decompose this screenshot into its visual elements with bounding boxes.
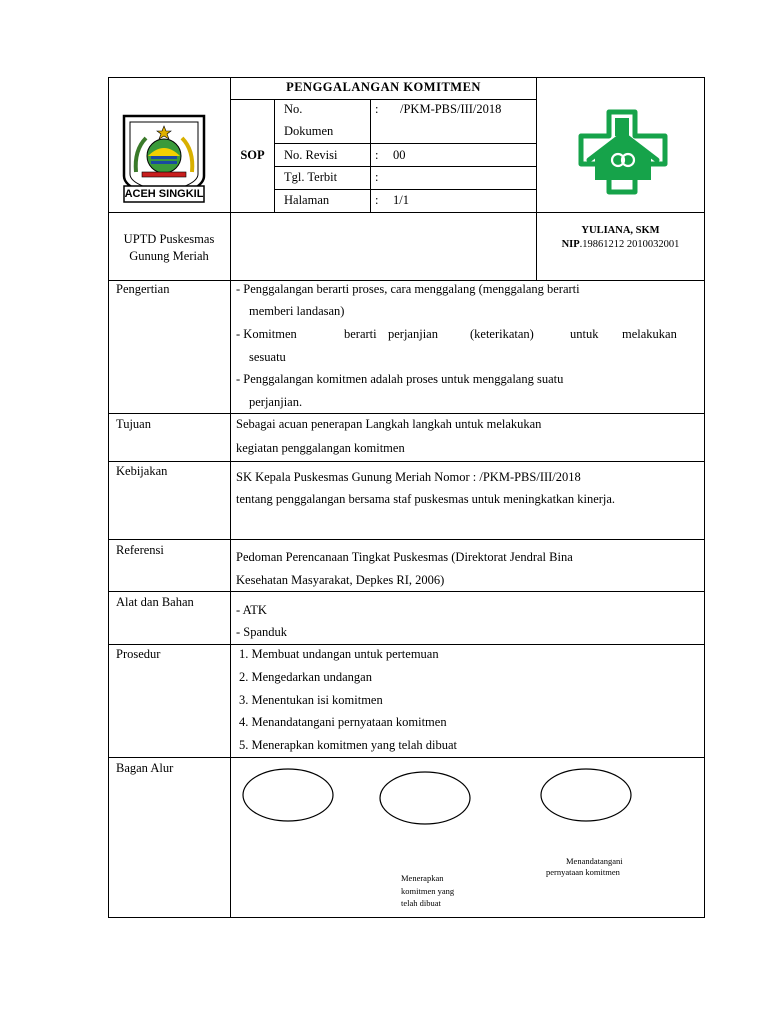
- org-name-line1: UPTD Puskesmas: [123, 232, 215, 246]
- signer-nip: [537, 238, 704, 251]
- pengertian-line-3a: - Komitmen: [236, 327, 297, 341]
- kebijakan-label: Kebijakan: [116, 464, 168, 478]
- alat-label: Alat dan Bahan: [116, 595, 194, 609]
- pengertian-line-3c: perjanjian: [388, 327, 438, 341]
- field-no-revisi-label: No. Revisi: [284, 148, 338, 162]
- kebijakan-line-2: tentang penggalangan bersama staf puskesmas untuk meningkatkan kinerja.: [236, 492, 616, 506]
- aceh-singkil-logo: [118, 110, 210, 206]
- referensi-label: Referensi: [116, 543, 164, 557]
- pengertian-line-6: perjanjian.: [249, 395, 303, 409]
- prosedur-label: Prosedur: [116, 647, 161, 661]
- prosedur-step-1: 1. Membuat undangan untuk pertemuan: [239, 647, 439, 661]
- flow-node-2: [380, 772, 470, 824]
- pengertian-line-3d: (keterikatan): [470, 327, 534, 341]
- alat-item-1: - ATK: [236, 603, 267, 617]
- flow-caption-a-3: telah dibuat: [401, 898, 441, 908]
- flow-caption-a-1: Menerapkan: [401, 873, 444, 883]
- pengertian-line-2: memberi landasan): [249, 304, 345, 318]
- pengertian-line-4: sesuatu: [249, 350, 286, 364]
- prosedur-step-5: 5. Menerapkan komitmen yang telah dibuat: [239, 738, 457, 752]
- kebijakan-line-1: SK Kepala Puskesmas Gunung Meriah Nomor : /PKM-PBS/III/2018: [236, 470, 581, 484]
- field-no-dokumen-value: /PKM-PBS/III/2018: [400, 102, 502, 116]
- logo-left-text: ACEH SINGKIL: [124, 188, 204, 200]
- pengertian-line-5: - Penggalangan komitmen adalah proses untuk menggalang suatu: [236, 372, 564, 386]
- referensi-line-1: Pedoman Perencanaan Tingkat Puskesmas (Direktorat Jendral Bina: [236, 550, 573, 564]
- alat-item-2: - Spanduk: [236, 625, 288, 639]
- pengertian-line-3e: untuk: [570, 327, 599, 341]
- field-no-revisi-sep: :: [375, 148, 379, 162]
- tujuan-line-2: kegiatan penggalangan komitmen: [236, 441, 405, 455]
- pengertian-label: Pengertian: [116, 282, 170, 296]
- pengertian-line-3b: berarti: [344, 327, 377, 341]
- flow-node-3: [541, 769, 631, 821]
- field-halaman-value: 1/1: [393, 193, 409, 207]
- bagan-label: Bagan Alur: [116, 761, 174, 775]
- tujuan-line-1: Sebagai acuan penerapan Langkah langkah untuk melakukan: [236, 417, 542, 431]
- sop-label: SOP: [240, 148, 265, 162]
- flow-caption-a-2: komitmen yang: [401, 886, 455, 896]
- field-no-dokumen-label-2: Dokumen: [284, 124, 334, 138]
- flowchart: [231, 758, 704, 917]
- pengertian-line-3f: melakukan: [622, 327, 677, 341]
- nip-label: NIP: [561, 239, 580, 250]
- flow-node-1: [243, 769, 333, 821]
- signer-name: YULIANA, SKM: [581, 225, 660, 236]
- prosedur-step-4: 4. Menandatangani pernyataan komitmen: [239, 715, 447, 729]
- referensi-line-2: Kesehatan Masyarakat, Depkes RI, 2006): [236, 573, 445, 587]
- pengertian-line-1: - Penggalangan berarti proses, cara menggalang (menggalang berarti: [236, 282, 580, 296]
- field-tgl-terbit-sep: :: [375, 170, 379, 184]
- field-tgl-terbit-label: Tgl. Terbit: [284, 170, 338, 184]
- field-no-dokumen-sep: :: [375, 102, 379, 116]
- tujuan-label: Tujuan: [116, 417, 151, 431]
- flow-caption-b-2: pernyataan komitmen: [546, 867, 620, 877]
- nip-value: .19861212 2010032001: [579, 239, 680, 250]
- prosedur-step-3: 3. Menentukan isi komitmen: [239, 693, 383, 707]
- field-no-dokumen-label-1: No.: [284, 102, 303, 116]
- field-halaman-sep: :: [375, 193, 379, 207]
- puskesmas-logo: [577, 108, 669, 196]
- flow-caption-b-1: Menandatangani: [566, 856, 623, 866]
- document-title: PENGGALANGAN KOMITMEN: [286, 80, 481, 94]
- prosedur-step-2: 2. Mengedarkan undangan: [239, 670, 372, 684]
- field-no-revisi-value: 00: [393, 148, 406, 162]
- field-halaman-label: Halaman: [284, 193, 330, 207]
- org-name-line2: Gunung Meriah: [129, 249, 209, 263]
